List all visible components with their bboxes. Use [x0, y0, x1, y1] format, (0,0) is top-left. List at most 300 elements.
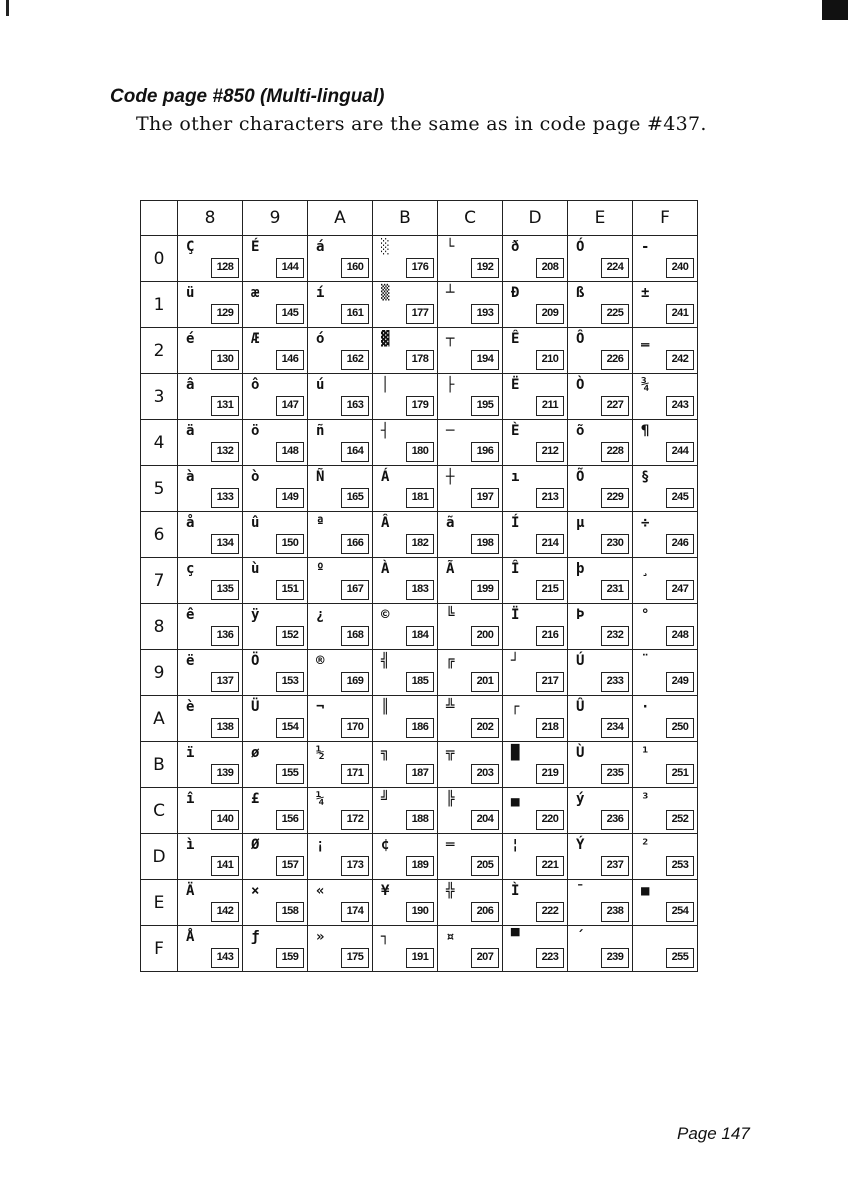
character-cell	[243, 512, 308, 558]
character-glyph: Ø	[251, 837, 260, 853]
character-cell	[633, 466, 698, 512]
character-cell	[568, 696, 633, 742]
character-cell	[308, 512, 373, 558]
character-glyph: ¶	[641, 423, 650, 439]
decimal-code-box: 243	[666, 396, 694, 416]
character-glyph: ý	[576, 791, 585, 807]
page-heading: Code page #850 (Multi-lingual)	[110, 86, 385, 107]
decimal-code-box: 134	[211, 534, 239, 554]
character-glyph: É	[251, 239, 260, 255]
character-cell	[243, 420, 308, 466]
character-cell	[568, 328, 633, 374]
table-row	[141, 420, 698, 466]
character-cell	[178, 374, 243, 420]
character-cell	[503, 466, 568, 512]
character-glyph: ¹	[641, 745, 650, 761]
character-cell	[633, 926, 698, 972]
character-glyph: ╣	[381, 653, 390, 669]
decimal-code-box: 170	[341, 718, 369, 738]
character-cell	[633, 558, 698, 604]
character-cell	[243, 604, 308, 650]
decimal-code-box: 149	[276, 488, 304, 508]
character-cell	[438, 282, 503, 328]
character-glyph: Ó	[576, 239, 585, 255]
character-cell	[178, 926, 243, 972]
character-glyph: Å	[186, 929, 195, 945]
decimal-code-box: 197	[471, 488, 499, 508]
character-cell	[503, 742, 568, 788]
character-cell	[438, 374, 503, 420]
code-page-table	[140, 200, 698, 972]
character-cell	[243, 834, 308, 880]
character-cell	[568, 742, 633, 788]
character-glyph: »	[316, 929, 325, 945]
character-cell	[373, 236, 438, 282]
decimal-code-box: 186	[406, 718, 434, 738]
character-glyph: ┼	[446, 469, 455, 485]
row-header: 0	[141, 236, 178, 282]
character-glyph: æ	[251, 285, 260, 301]
character-cell	[503, 604, 568, 650]
character-cell	[373, 788, 438, 834]
character-cell	[373, 466, 438, 512]
character-cell	[243, 742, 308, 788]
character-glyph: ╦	[446, 745, 455, 761]
character-glyph: Ì	[511, 883, 520, 899]
character-cell	[373, 604, 438, 650]
character-glyph: ®	[316, 653, 325, 669]
table-row	[141, 466, 698, 512]
decimal-code-box: 166	[341, 534, 369, 554]
character-cell	[308, 696, 373, 742]
character-glyph: ¯	[576, 883, 585, 899]
character-glyph: ç	[186, 561, 195, 577]
character-cell	[373, 512, 438, 558]
character-glyph: À	[381, 561, 390, 577]
character-cell	[503, 926, 568, 972]
decimal-code-box: 206	[471, 902, 499, 922]
decimal-code-box: 214	[536, 534, 564, 554]
decimal-code-box: 133	[211, 488, 239, 508]
table-row	[141, 512, 698, 558]
character-glyph: §	[641, 469, 650, 485]
character-glyph: µ	[576, 515, 585, 531]
character-glyph: ═	[446, 837, 455, 853]
character-glyph: Þ	[576, 607, 585, 623]
decimal-code-box: 225	[601, 304, 629, 324]
character-glyph: -	[641, 239, 650, 255]
character-cell	[243, 236, 308, 282]
character-glyph: Ô	[576, 331, 585, 347]
decimal-code-box: 139	[211, 764, 239, 784]
decimal-code-box: 230	[601, 534, 629, 554]
character-glyph: è	[186, 699, 195, 715]
character-cell	[503, 788, 568, 834]
decimal-code-box: 185	[406, 672, 434, 692]
character-cell	[308, 650, 373, 696]
decimal-code-box: 222	[536, 902, 564, 922]
decimal-code-box: 187	[406, 764, 434, 784]
character-cell	[178, 466, 243, 512]
character-cell	[568, 374, 633, 420]
character-glyph: ■	[641, 883, 650, 899]
character-cell	[633, 696, 698, 742]
decimal-code-box: 196	[471, 442, 499, 462]
decimal-code-box: 190	[406, 902, 434, 922]
decimal-code-box: 238	[601, 902, 629, 922]
table-row	[141, 696, 698, 742]
character-glyph: Á	[381, 469, 390, 485]
decimal-code-box: 233	[601, 672, 629, 692]
decimal-code-box: 144	[276, 258, 304, 278]
character-cell	[503, 420, 568, 466]
column-header: 9	[243, 201, 308, 236]
character-glyph: ╔	[446, 653, 455, 669]
character-cell	[568, 512, 633, 558]
character-glyph: █	[511, 745, 520, 761]
character-glyph: ─	[446, 423, 455, 439]
table-row	[141, 834, 698, 880]
character-cell	[633, 374, 698, 420]
decimal-code-box: 168	[341, 626, 369, 646]
character-glyph: é	[186, 331, 195, 347]
table-row	[141, 328, 698, 374]
character-glyph: ÿ	[251, 607, 260, 623]
decimal-code-box: 240	[666, 258, 694, 278]
character-glyph: ƒ	[251, 929, 260, 945]
character-glyph: ê	[186, 607, 195, 623]
character-glyph: ²	[641, 837, 650, 853]
scan-mark-left	[6, 0, 9, 16]
row-header: 9	[141, 650, 178, 696]
decimal-code-box: 161	[341, 304, 369, 324]
row-header: 3	[141, 374, 178, 420]
decimal-code-box: 158	[276, 902, 304, 922]
decimal-code-box: 176	[406, 258, 434, 278]
character-cell	[633, 282, 698, 328]
character-glyph: ß	[576, 285, 585, 301]
decimal-code-box: 162	[341, 350, 369, 370]
column-header: B	[373, 201, 438, 236]
decimal-code-box: 224	[601, 258, 629, 278]
character-glyph: £	[251, 791, 260, 807]
character-glyph: ø	[251, 745, 260, 761]
character-glyph: ü	[186, 285, 195, 301]
character-cell	[633, 236, 698, 282]
decimal-code-box: 160	[341, 258, 369, 278]
character-cell	[633, 742, 698, 788]
decimal-code-box: 229	[601, 488, 629, 508]
character-glyph: ú	[316, 377, 325, 393]
character-glyph: Õ	[576, 469, 585, 485]
row-header: 2	[141, 328, 178, 374]
character-cell	[243, 880, 308, 926]
character-cell	[308, 788, 373, 834]
character-cell	[503, 374, 568, 420]
scan-mark-right	[822, 0, 848, 20]
character-cell	[243, 328, 308, 374]
decimal-code-box: 245	[666, 488, 694, 508]
character-cell	[373, 420, 438, 466]
character-glyph: ï	[186, 745, 195, 761]
character-glyph: í	[316, 285, 325, 301]
character-cell	[438, 880, 503, 926]
decimal-code-box: 151	[276, 580, 304, 600]
decimal-code-box: 128	[211, 258, 239, 278]
character-cell	[568, 236, 633, 282]
character-cell	[568, 604, 633, 650]
column-header: F	[633, 201, 698, 236]
decimal-code-box: 135	[211, 580, 239, 600]
character-glyph: Ö	[251, 653, 260, 669]
page-subtitle: The other characters are the same as in code page #437.	[136, 113, 707, 135]
character-cell	[243, 282, 308, 328]
decimal-code-box: 200	[471, 626, 499, 646]
character-glyph: á	[316, 239, 325, 255]
character-glyph: ò	[251, 469, 260, 485]
decimal-code-box: 220	[536, 810, 564, 830]
character-cell	[438, 328, 503, 374]
character-glyph: ╚	[446, 607, 455, 623]
character-cell	[633, 650, 698, 696]
character-glyph: │	[381, 377, 390, 393]
decimal-code-box: 223	[536, 948, 564, 968]
character-glyph: å	[186, 515, 195, 531]
character-glyph: ┴	[446, 285, 455, 301]
character-cell	[243, 650, 308, 696]
character-cell	[243, 466, 308, 512]
table-corner-cell	[141, 201, 178, 236]
character-glyph: ┌	[511, 699, 520, 715]
character-cell	[503, 880, 568, 926]
character-cell	[633, 328, 698, 374]
character-glyph: ▓	[381, 331, 390, 347]
character-glyph: ¦	[511, 837, 520, 853]
character-cell	[438, 466, 503, 512]
character-glyph: ¼	[316, 791, 325, 807]
decimal-code-box: 163	[341, 396, 369, 416]
decimal-code-box: 184	[406, 626, 434, 646]
decimal-code-box: 192	[471, 258, 499, 278]
character-cell	[568, 650, 633, 696]
character-cell	[178, 236, 243, 282]
character-glyph: ¢	[381, 837, 390, 853]
decimal-code-box: 199	[471, 580, 499, 600]
character-cell	[373, 282, 438, 328]
decimal-code-box: 191	[406, 948, 434, 968]
character-cell	[308, 236, 373, 282]
table-row	[141, 788, 698, 834]
column-header: A	[308, 201, 373, 236]
character-cell	[568, 880, 633, 926]
character-cell	[503, 696, 568, 742]
character-cell	[568, 834, 633, 880]
character-cell	[438, 604, 503, 650]
decimal-code-box: 130	[211, 350, 239, 370]
character-cell	[178, 420, 243, 466]
character-glyph: ║	[381, 699, 390, 715]
decimal-code-box: 235	[601, 764, 629, 784]
character-glyph: Í	[511, 515, 520, 531]
character-glyph: ã	[446, 515, 455, 531]
decimal-code-box: 153	[276, 672, 304, 692]
character-glyph: ª	[316, 515, 325, 531]
character-glyph: └	[446, 239, 455, 255]
decimal-code-box: 159	[276, 948, 304, 968]
character-cell	[633, 512, 698, 558]
character-glyph: ô	[251, 377, 260, 393]
decimal-code-box: 247	[666, 580, 694, 600]
decimal-code-box: 234	[601, 718, 629, 738]
character-cell	[503, 328, 568, 374]
character-glyph: ▒	[381, 285, 390, 301]
character-cell	[438, 788, 503, 834]
row-header: 6	[141, 512, 178, 558]
character-cell	[243, 374, 308, 420]
decimal-code-box: 207	[471, 948, 499, 968]
row-header: 8	[141, 604, 178, 650]
character-cell	[438, 696, 503, 742]
decimal-code-box: 218	[536, 718, 564, 738]
decimal-code-box: 226	[601, 350, 629, 370]
row-header: A	[141, 696, 178, 742]
character-cell	[178, 742, 243, 788]
character-cell	[178, 512, 243, 558]
character-glyph: Æ	[251, 331, 260, 347]
character-glyph: º	[316, 561, 325, 577]
character-cell	[633, 604, 698, 650]
page-number: Page 147	[677, 1124, 750, 1143]
table-row	[141, 880, 698, 926]
character-cell	[568, 466, 633, 512]
decimal-code-box: 194	[471, 350, 499, 370]
character-cell	[308, 282, 373, 328]
decimal-code-box: 129	[211, 304, 239, 324]
decimal-code-box: 231	[601, 580, 629, 600]
decimal-code-box: 227	[601, 396, 629, 416]
column-header: D	[503, 201, 568, 236]
character-cell	[438, 236, 503, 282]
decimal-code-box: 203	[471, 764, 499, 784]
decimal-code-box: 253	[666, 856, 694, 876]
character-cell	[178, 834, 243, 880]
character-glyph: Ã	[446, 561, 455, 577]
character-cell	[243, 788, 308, 834]
character-glyph: Ê	[511, 331, 520, 347]
decimal-code-box: 178	[406, 350, 434, 370]
decimal-code-box: 183	[406, 580, 434, 600]
character-glyph: ╝	[381, 791, 390, 807]
character-glyph: ╠	[446, 791, 455, 807]
character-cell	[633, 880, 698, 926]
decimal-code-box: 212	[536, 442, 564, 462]
character-cell	[308, 328, 373, 374]
character-cell	[438, 834, 503, 880]
decimal-code-box: 189	[406, 856, 434, 876]
character-glyph: Ñ	[316, 469, 325, 485]
character-glyph: ı	[511, 469, 520, 485]
row-header: 4	[141, 420, 178, 466]
character-cell	[308, 420, 373, 466]
decimal-code-box: 140	[211, 810, 239, 830]
character-glyph: Ù	[576, 745, 585, 761]
character-glyph: ×	[251, 883, 260, 899]
decimal-code-box: 174	[341, 902, 369, 922]
character-cell	[308, 374, 373, 420]
column-header: 8	[178, 201, 243, 236]
decimal-code-box: 228	[601, 442, 629, 462]
character-cell	[308, 466, 373, 512]
decimal-code-box: 179	[406, 396, 434, 416]
decimal-code-box: 157	[276, 856, 304, 876]
character-cell	[243, 696, 308, 742]
decimal-code-box: 165	[341, 488, 369, 508]
column-header: C	[438, 201, 503, 236]
character-cell	[438, 420, 503, 466]
decimal-code-box: 201	[471, 672, 499, 692]
character-glyph: °	[641, 607, 650, 623]
row-header: 5	[141, 466, 178, 512]
character-cell	[568, 926, 633, 972]
decimal-code-box: 198	[471, 534, 499, 554]
character-glyph: Ü	[251, 699, 260, 715]
character-glyph: ¥	[381, 883, 390, 899]
decimal-code-box: 141	[211, 856, 239, 876]
character-cell	[568, 420, 633, 466]
decimal-code-box: 242	[666, 350, 694, 370]
character-glyph: ¾	[641, 377, 650, 393]
character-glyph: õ	[576, 423, 585, 439]
character-cell	[243, 558, 308, 604]
decimal-code-box: 148	[276, 442, 304, 462]
row-header: D	[141, 834, 178, 880]
character-glyph: Ý	[576, 837, 585, 853]
character-glyph: Â	[381, 515, 390, 531]
decimal-code-box: 211	[536, 396, 564, 416]
decimal-code-box: 169	[341, 672, 369, 692]
row-header: B	[141, 742, 178, 788]
character-glyph: û	[251, 515, 260, 531]
decimal-code-box: 182	[406, 534, 434, 554]
character-glyph: ¬	[316, 699, 325, 715]
character-cell	[178, 328, 243, 374]
character-glyph: ÷	[641, 515, 650, 531]
decimal-code-box: 136	[211, 626, 239, 646]
character-cell	[503, 834, 568, 880]
character-glyph: ó	[316, 331, 325, 347]
character-glyph: «	[316, 883, 325, 899]
character-glyph: Û	[576, 699, 585, 715]
table-row	[141, 926, 698, 972]
decimal-code-box: 208	[536, 258, 564, 278]
character-glyph: ·	[641, 699, 650, 715]
decimal-code-box: 195	[471, 396, 499, 416]
character-cell	[308, 880, 373, 926]
character-glyph: ¿	[316, 607, 325, 623]
character-cell	[373, 880, 438, 926]
character-cell	[308, 834, 373, 880]
character-glyph: ╗	[381, 745, 390, 761]
character-cell	[438, 926, 503, 972]
character-glyph: ┘	[511, 653, 520, 669]
decimal-code-box: 210	[536, 350, 564, 370]
character-glyph: â	[186, 377, 195, 393]
character-glyph: ┤	[381, 423, 390, 439]
character-glyph: ┐	[381, 929, 390, 945]
character-cell	[308, 926, 373, 972]
decimal-code-box: 137	[211, 672, 239, 692]
character-glyph: ¨	[641, 653, 650, 669]
